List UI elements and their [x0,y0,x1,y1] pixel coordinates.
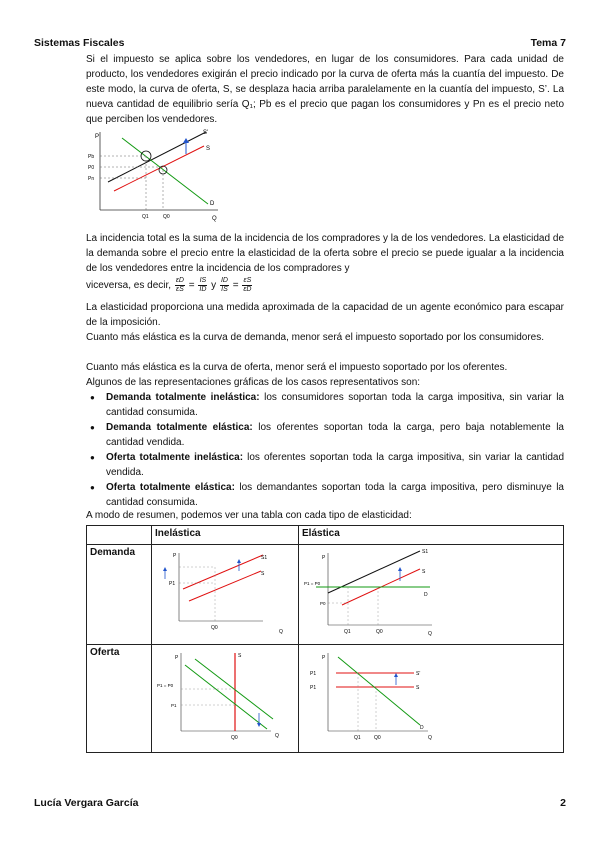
footer-author: Lucía Vergara García [34,797,139,809]
graph-supply-inelastic [155,647,289,747]
svg-text:P: P [173,553,177,559]
header-title: Sistemas Fiscales [34,37,125,49]
supply-curve-shifted [108,130,209,182]
svg-text:S: S [422,569,426,575]
equals-sign: = [232,280,239,292]
svg-text:D: D [420,725,424,731]
header-topic: Tema 7 [530,37,566,49]
svg-text:P: P [322,555,326,561]
paragraph-cases-intro: Algunos de las representaciones gráficas de los casos representativos son: [86,377,421,388]
graph-supply-elastic [302,647,442,747]
svg-text:Q0: Q0 [211,625,218,631]
svg-text:P: P [322,655,326,661]
label-q: Q [212,216,217,222]
label-s-prime: S' [203,130,209,136]
svg-text:P1: P1 [171,703,177,708]
svg-text:Q0: Q0 [231,735,238,741]
list-item: ● Oferta totalmente inelástica: los oferentes soportan toda la carga impositiva, sin variar la cantidad vendida. [86,450,564,480]
svg-text:S: S [238,653,242,659]
page-header [34,37,566,49]
label-s: S [206,146,211,152]
svg-text:S1: S1 [422,549,429,555]
fraction-ed-es: $\frac{\varepsilon D}{\varepsilon S}$ [175,277,184,293]
row-label-supply: Oferta [87,645,152,753]
paragraph-summary-intro: A modo de resumen, podemos ver una tabla con cada tipo de elasticidad: [86,510,412,521]
label-pb: Pb [88,154,95,160]
demand-curve [122,138,211,204]
svg-text:S1: S1 [261,555,268,561]
cell-demand-inelastic [152,545,299,645]
svg-text:S': S' [416,671,421,677]
page-number: 2 [560,797,566,809]
svg-text:Q: Q [275,733,279,739]
svg-text:S: S [261,571,265,577]
label-d: D [210,201,215,207]
label-pn: Pn [88,176,95,182]
svg-text:Q1: Q1 [354,735,361,741]
svg-text:P1: P1 [310,685,317,691]
tax-on-sellers-graph [86,126,226,226]
paragraph-elasticity-measure: La elasticidad proporciona una medida aproximada de la capacidad de un agente económico para escapar de la imposición. [86,302,564,328]
svg-text:P1: P1 [169,581,176,587]
svg-text:S: S [416,685,420,691]
svg-text:P: P [175,655,179,661]
cell-supply-inelastic [152,645,299,753]
label-q0: Q0 [163,214,170,220]
fraction-is-id: $\frac{IS}{ID}$ [199,277,207,293]
svg-text:P0: P0 [320,601,326,606]
graph-demand-inelastic [155,547,289,639]
paragraph-supply-elastic: Cuanto más elástica es la curva de oferta, menor será el impuesto soportado por los oferentes. [86,362,508,373]
svg-text:P1 = P0: P1 = P0 [157,683,174,688]
page-footer [34,797,566,809]
svg-text:D: D [424,592,428,598]
svg-text:Q: Q [428,735,432,741]
header-inelastic: Inelástica [152,526,299,545]
svg-text:P1: P1 [310,671,317,677]
cases-list [86,390,564,510]
fraction-es-ed: $\frac{\varepsilon S}{\varepsilon D}$ [243,277,252,293]
list-item: ● Demanda totalmente elástica: los oferentes soportan toda la carga, pero baja notablemente la cantidad vendida. [86,420,564,450]
header-elastic: Elástica [299,526,564,545]
svg-text:Q: Q [428,631,432,637]
svg-text:Q0: Q0 [374,735,381,741]
label-p0: P0 [88,165,95,171]
paragraph-incidence: La incidencia total es la suma de la incidencia de los compradores y la de los vendedores. La elasticidad de la demanda sobre el precio entre la elasticidad de la oferta sobre el precio se puede igualar a la incidencia de los vendedores entre la incidencia de los compradores y [86,233,564,274]
row-label-demand: Demanda [87,545,152,645]
svg-text:P1 = P0: P1 = P0 [304,581,321,586]
graph-demand-elastic [302,547,442,639]
paragraph-demand-elastic: Cuanto más elástica es la curva de demanda, menor será el impuesto soportado por los consumidores. [86,332,545,343]
paragraph-tax-on-sellers: Si el impuesto se aplica sobre los vendedores, en lugar de los consumidores. Para cada unidad de producto, los vendedores exigirán el precio indicado por la curva de oferta más la cuantía del impuesto. De este modo, la curva de oferta, S, se desplaza hacia arriba paralelamente en la cuantía del impuesto, S’. La nueva cantidad de equilibrio sería Q₁; Pb es el precio que pagan los consumidores y Pn es el precio neto que perciben los vendedores. [86,54,564,125]
svg-text:Q: Q [279,629,283,635]
fraction-id-is: $\frac{ID}{IS}$ [220,277,228,293]
cell-demand-elastic [299,545,564,645]
list-item: ● Oferta totalmente elástica: los demandantes soportan toda la carga impositiva, pero disminuye la cantidad consumida. [86,480,564,510]
elasticity-summary-table [86,525,564,753]
cell-supply-elastic [299,645,564,753]
svg-text:Q0: Q0 [376,629,383,635]
label-p: P [95,134,100,140]
list-item: ● Demanda totalmente inelástica: los consumidores soportan toda la carga impositiva, sin variar la cantidad consumida. [86,390,564,420]
paragraph-formula: viceversa, es decir, $\frac{\varepsilon D}{\varepsilon S}$ = $\frac{IS}{ID}$ y $\frac{ID}{IS}$ = $\frac{\varepsilon S}{\varepsilon D}$ [86,277,252,293]
label-q1: Q1 [142,214,149,220]
svg-text:Q1: Q1 [344,629,351,635]
